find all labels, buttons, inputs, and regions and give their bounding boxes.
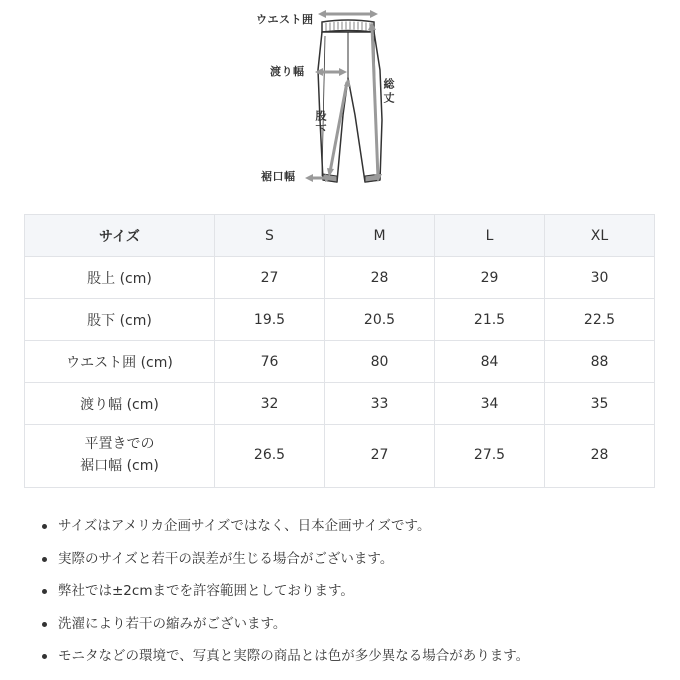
list-item xyxy=(40,613,529,646)
table-cell: 33 xyxy=(325,383,435,425)
header-size-l: L xyxy=(435,215,545,257)
pants-measurement-diagram xyxy=(0,0,680,200)
size-chart-table xyxy=(24,214,655,488)
table-cell: 27.5 xyxy=(435,425,545,488)
bullet-icon xyxy=(42,589,47,594)
row-label-inseam: 股下 (cm) xyxy=(25,299,215,341)
table-cell: 76 xyxy=(215,341,325,383)
table-row xyxy=(25,383,655,425)
row-label-thigh: 渡り幅 (cm) xyxy=(25,383,215,425)
table-cell: 27 xyxy=(325,425,435,488)
table-cell: 28 xyxy=(545,425,655,488)
note-text: 洗濯により若干の縮みがございます。 xyxy=(58,615,287,632)
header-size-label: サイズ xyxy=(25,215,215,257)
table-cell: 22.5 xyxy=(545,299,655,341)
table-cell: 26.5 xyxy=(215,425,325,488)
bullet-icon xyxy=(42,557,47,562)
table-cell: 19.5 xyxy=(215,299,325,341)
table-header-row xyxy=(25,215,655,257)
table-cell: 80 xyxy=(325,341,435,383)
table-cell: 32 xyxy=(215,383,325,425)
total-length-label: 総丈 xyxy=(382,78,395,106)
list-item xyxy=(40,580,529,613)
pants-illustration xyxy=(0,0,680,200)
table-cell: 28 xyxy=(325,257,435,299)
table-cell: 20.5 xyxy=(325,299,435,341)
table-row xyxy=(25,257,655,299)
note-text: サイズはアメリカ企画サイズではなく、日本企画サイズです。 xyxy=(58,518,431,534)
note-text: 実際のサイズと若干の誤差が生じる場合がございます。 xyxy=(58,550,394,567)
header-size-s: S xyxy=(215,215,325,257)
table-row xyxy=(25,299,655,341)
bullet-icon xyxy=(42,654,47,659)
table-cell: 21.5 xyxy=(435,299,545,341)
table-cell: 34 xyxy=(435,383,545,425)
header-size-m: M xyxy=(325,215,435,257)
waist-label: ウエスト囲 xyxy=(256,13,314,26)
row-label-hem-line1: 平置きでの xyxy=(84,436,155,453)
table-cell: 27 xyxy=(215,257,325,299)
list-item xyxy=(40,548,529,581)
inseam-label: 股下 xyxy=(314,110,327,138)
table-row xyxy=(25,341,655,383)
bullet-icon xyxy=(42,622,47,627)
row-label-hem-line2: 裾口幅 (cm) xyxy=(80,458,159,474)
row-label-hem xyxy=(25,425,215,488)
row-label-waist: ウエスト囲 (cm) xyxy=(25,341,215,383)
list-item xyxy=(40,645,529,678)
table-cell: 84 xyxy=(435,341,545,383)
table-cell: 30 xyxy=(545,257,655,299)
table-cell: 29 xyxy=(435,257,545,299)
row-label-rise: 股上 (cm) xyxy=(25,257,215,299)
list-item xyxy=(40,515,529,548)
table-row xyxy=(25,425,655,488)
note-text: 弊社では±2cmまでを許容範囲としております。 xyxy=(58,583,354,599)
thigh-label: 渡り幅 xyxy=(270,65,305,78)
hem-label: 裾口幅 xyxy=(261,170,296,183)
table-cell: 35 xyxy=(545,383,655,425)
header-size-xl: XL xyxy=(545,215,655,257)
note-text: モニタなどの環境で、写真と実際の商品とは色が多少異なる場合があります。 xyxy=(58,648,530,664)
table-cell: 88 xyxy=(545,341,655,383)
bullet-icon xyxy=(42,524,47,529)
size-notes-list xyxy=(40,515,529,678)
